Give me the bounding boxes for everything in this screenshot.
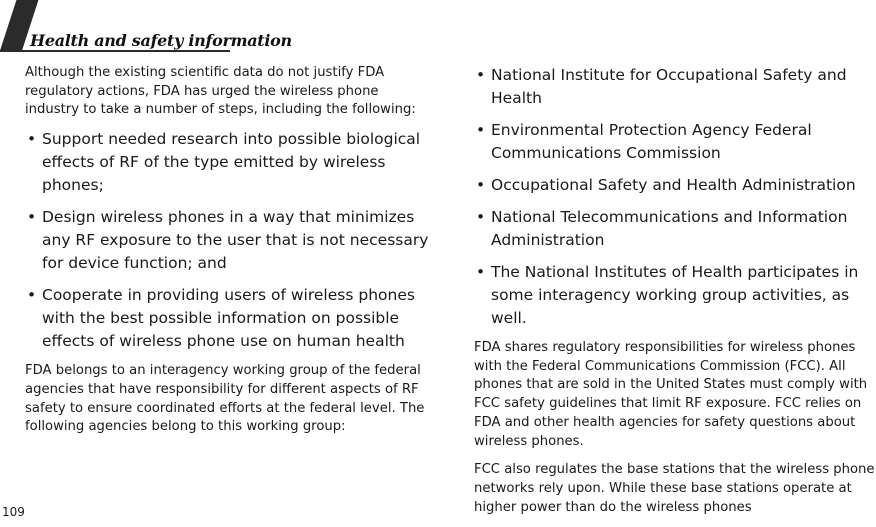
header-divider (0, 50, 230, 52)
list-item: • The National Institutes of Health participates in some interagency working group activities, as well. (474, 261, 876, 330)
list-item: • Cooperate in providing users of wireless phones with the best possible information on possible effects of wireless phone use on human health (25, 284, 433, 353)
list-item: • Design wireless phones in a way that minimizes any RF exposure to the user that is not necessary for device function; and (25, 206, 433, 275)
right-column (474, 64, 876, 527)
page-number: 109 (2, 505, 25, 519)
list-item: • Occupational Safety and Health Administration (474, 174, 876, 197)
fcc-responsibilities-paragraph: FDA shares regulatory responsibilities for wireless phones with the Federal Communications Commission (FCC). All phones that are sold in the United States must comply with FCC safety guidelines that limit RF exposure. FCC relies on FDA and other health agencies for safety questions about wireless phones. (474, 340, 868, 449)
list-item: • Environmental Protection Agency Federal Communications Commission (474, 119, 876, 165)
list-item: • National Institute for Occupational Safety and Health (474, 64, 876, 110)
agencies-list (474, 64, 876, 330)
list-item: • Support needed research into possible biological effects of RF of the type emitted by wireless phones; (25, 128, 433, 197)
working-group-paragraph: FDA belongs to an interagency working group of the federal agencies that have responsibility for different aspects of RF safety to ensure coordinated efforts at the federal level. The following agencies belong to this working group: (25, 363, 425, 435)
left-column (25, 64, 433, 443)
list-item: • National Telecommunications and Information Administration (474, 206, 876, 252)
intro-paragraph: Although the existing scientific data do not justify FDA regulatory actions, FDA has urged the wireless phone industry to take a number of steps, including the following: (25, 65, 416, 118)
base-stations-paragraph: FCC also regulates the base stations that the wireless phone networks rely upon. While these base stations operate at higher power than do the wireless phones (474, 462, 875, 515)
page-title: Health and safety information (30, 31, 292, 50)
fda-steps-list (25, 128, 433, 353)
